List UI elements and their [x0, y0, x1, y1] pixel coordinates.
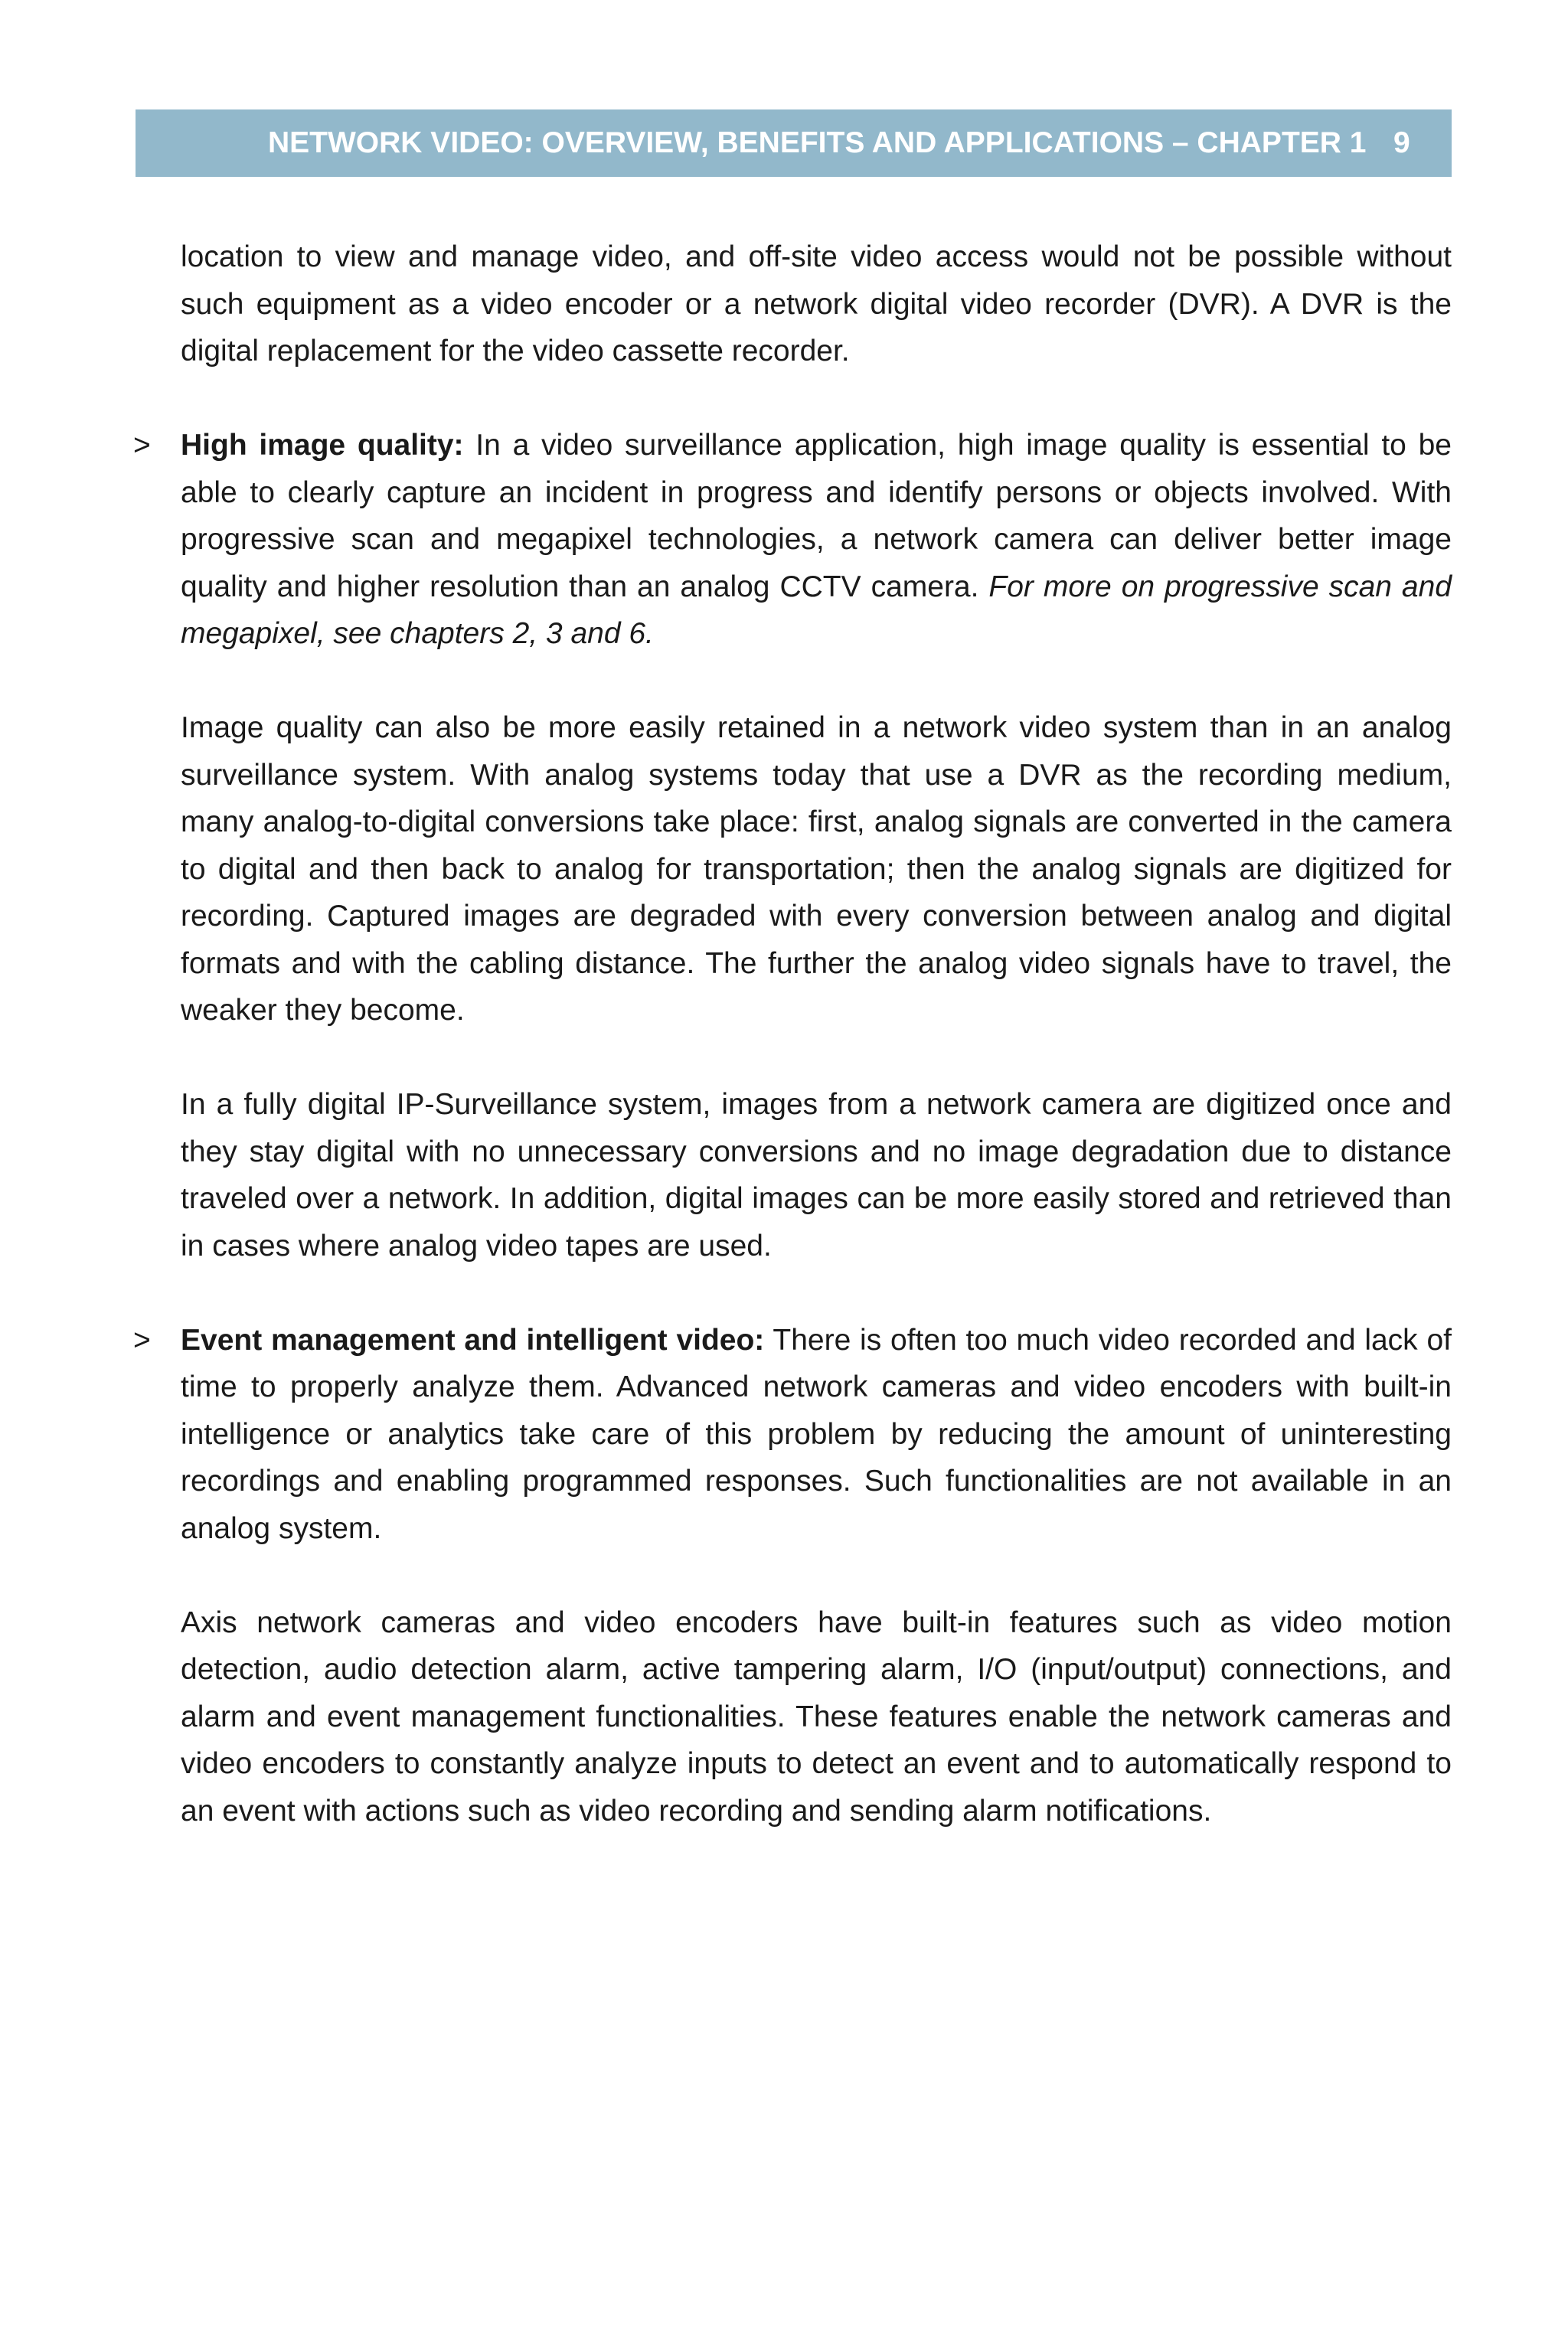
- page-body: [133, 234, 1452, 1882]
- chapter-reference: For more on progressive scan and megapixel, see chapters 2, 3 and 6.: [181, 570, 1452, 650]
- bullet-text: There is often too much video recorded and lack of time to properly analyze them. Advanced network cameras and video encoders with built-in intelligence or analytics take care of this problem by reducing the amount of uninteresting recordings and enabling programmed responses. Such functionalities are not available in an analog system.: [181, 1323, 1452, 1545]
- bullet-high-image-quality: [133, 422, 1452, 658]
- bullet-event-management: [133, 1317, 1452, 1553]
- bullet-marker: >: [133, 429, 151, 462]
- bullet-marker: >: [133, 1323, 151, 1357]
- chapter-title: NETWORK VIDEO: OVERVIEW, BENEFITS AND APPLICATIONS – CHAPTER 1: [268, 126, 1367, 159]
- continuation-paragraph: location to view and manage video, and off-site video access would not be possible without such equipment as a video encoder or a network digital video recorder (DVR). A DVR is the digital replacement for the video cassette recorder.: [181, 240, 1452, 368]
- bullet-term: High image quality:: [181, 429, 464, 462]
- bullet-term: Event management and intelligent video:: [181, 1323, 765, 1357]
- body-paragraph: In a fully digital IP-Surveillance system, images from a network camera are digitized once and they stay digital with no unnecessary conversions and no image degradation due to distance traveled over a network. In addition, digital images can be more easily stored and retrieved than in cases where analog video tapes are used.: [181, 1088, 1452, 1263]
- body-paragraph: Axis network cameras and video encoders have built-in features such as video motion detection, audio detection alarm, active tampering alarm, I/O (input/output) connections, and alarm and event management functionalities. These features enable the network cameras and video encoders to constantly analyze inputs to detect an event and to automatically respond to an event with actions such as video recording and sending alarm notifications.: [181, 1606, 1452, 1828]
- bullet-text: In a video surveillance application, high image quality is essential to be able to clearly capture an incident in progress and identify persons or objects involved. With progressive scan and megapixel technologies, a network camera can deliver better image quality and higher resolution than an analog CCTV camera.: [181, 429, 1452, 603]
- body-paragraph: Image quality can also be more easily retained in a network video system than in an analog surveillance system. With analog systems today that use a DVR as the recording medium, many analog-to-digital conversions take place: first, analog signals are converted in the camera to digital and then back to analog for transportation; then the analog signals are digitized for recording. Captured images are degraded with every conversion between analog and digital formats and with the cabling distance. The further the analog video signals have to travel, the weaker they become.: [181, 711, 1452, 1027]
- page-number: 9: [1393, 126, 1410, 159]
